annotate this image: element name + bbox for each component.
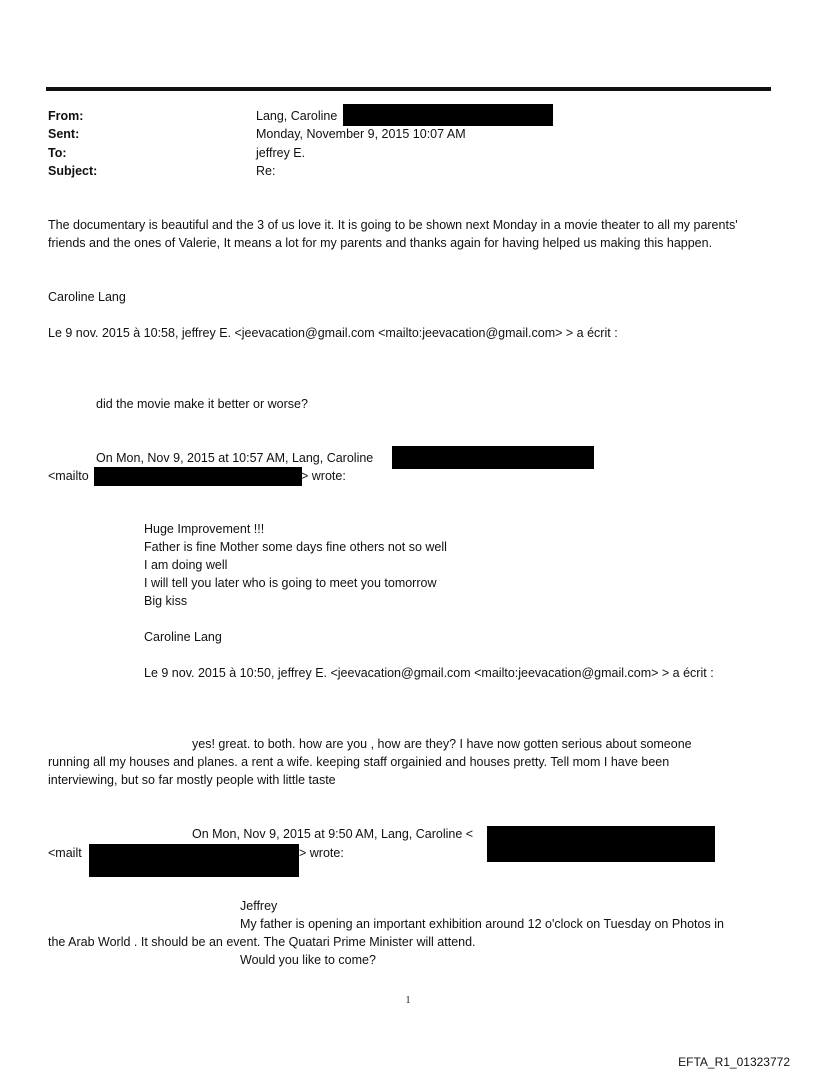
quoted-text: did the movie make it better or worse? — [96, 397, 308, 411]
quoted-line: Jeffrey — [240, 899, 278, 913]
quoted-line: running all my houses and planes. a rent a wife. keeping staff orgainied and houses pretty. Tell mom I have been — [48, 755, 670, 769]
to-value: jeffrey E. — [256, 146, 306, 160]
quoted-line: Big kiss — [144, 594, 188, 608]
document-id: EFTA_R1_01323772 — [678, 1055, 790, 1069]
sent-label: Sent: — [48, 127, 80, 141]
quote-intro-wrote: > wrote: — [299, 846, 344, 860]
quote-intro: On Mon, Nov 9, 2015 at 10:57 AM, Lang, Caroline — [96, 451, 374, 465]
subject-label: Subject: — [48, 164, 98, 178]
quoted-line: interviewing, but so far mostly people with little taste — [48, 773, 336, 787]
redaction-box — [392, 446, 594, 469]
quote-intro: Le 9 nov. 2015 à 10:50, jeffrey E. <jeevacation@gmail.com <mailto:jeevacation@gmail.com> > a écrit : — [144, 666, 714, 680]
quoted-line: Huge Improvement !!! — [144, 522, 265, 536]
from-label: From: — [48, 109, 84, 123]
quote-intro: On Mon, Nov 9, 2015 at 9:50 AM, Lang, Caroline < — [192, 827, 474, 841]
quote-intro-wrote: > wrote: — [301, 469, 346, 483]
body-paragraph: The documentary is beautiful and the 3 of us love it. It is going to be shown next Monday in a movie theater to all my parents' friends and the ones of Valerie, It means a lot for my parents and thanks again for having helped us making this happen. — [48, 218, 738, 250]
quoted-line: I am doing well — [144, 558, 228, 572]
header-divider — [46, 87, 771, 91]
subject-value: Re: — [256, 164, 276, 178]
quote-intro-mailto: <mailto — [48, 469, 89, 483]
quoted-line: the Arab World . It should be an event. The Quatari Prime Minister will attend. — [48, 935, 476, 949]
sent-value: Monday, November 9, 2015 10:07 AM — [256, 127, 466, 141]
redaction-box — [487, 826, 715, 862]
to-label: To: — [48, 146, 67, 160]
quoted-line: Would you like to come? — [240, 953, 376, 967]
signature: Caroline Lang — [144, 630, 222, 644]
redaction-box — [343, 104, 553, 126]
quoted-line: yes! great. to both. how are you , how are they? I have now gotten serious about someone — [192, 737, 692, 751]
redaction-box — [89, 844, 299, 877]
from-value: Lang, Caroline — [256, 109, 338, 123]
quote-intro-mailto: <mailt — [48, 846, 82, 860]
page-number: 1 — [405, 995, 411, 1006]
quoted-line: My father is opening an important exhibition around 12 o'clock on Tuesday on Photos in — [240, 917, 724, 931]
signature: Caroline Lang — [48, 290, 126, 304]
quote-intro: Le 9 nov. 2015 à 10:58, jeffrey E. <jeevacation@gmail.com <mailto:jeevacation@gmail.com> > a écrit : — [48, 326, 618, 340]
quoted-line: Father is fine Mother some days fine others not so well — [144, 540, 447, 554]
quoted-line: I will tell you later who is going to meet you tomorrow — [144, 576, 437, 590]
redaction-box — [94, 467, 302, 486]
